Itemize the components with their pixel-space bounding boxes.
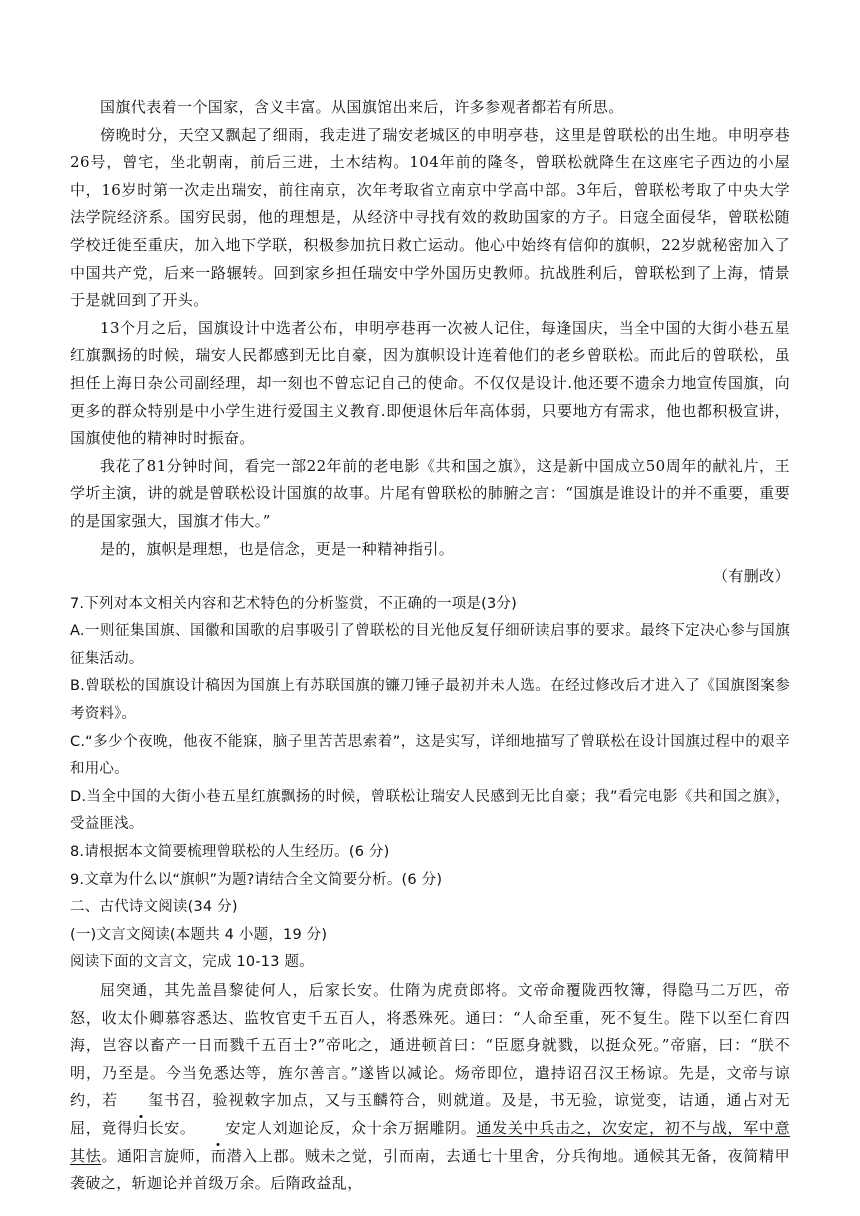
question-8: 8.请根据本文简要梳理曾联松的人生经历。(6 分) [70, 844, 390, 861]
question-7-option-d: D.当全中国的大街小巷五星红旗飘扬的时候，曾联松让瑞安人民感到无比自豪；我”看完电影《共和国之旗》，受益匪浅。 [70, 788, 790, 833]
dotted-character-1: 玺 [118, 1087, 163, 1115]
section-heading: 二、古代诗文阅读(34 分) [70, 899, 238, 916]
article-paragraph-1: 国旗代表着一个国家，含义丰富。从国旗馆出来后，许多参观者都若有所思。 [100, 98, 624, 116]
question-7-option-c: C.“多少个夜晚，他夜不能寐，脑子里苦苦思索着”，这是实写，详细地描写了曾联松在设计国旗过程中的艰辛和用心。 [70, 733, 790, 778]
reading-instruction: 阅读下面的文言文，完成 10-13 题。 [70, 954, 314, 971]
question-9: 9.文章为什么以“旗帜”为题?请结合全文简要分析。(6 分) [70, 871, 443, 888]
subsection-heading: (一)文言文阅读(本题共 4 小题，19 分) [70, 926, 328, 943]
article-paragraph-2: 傍晚时分，天空又飘起了细雨，我走进了瑞安老城区的申明亭巷，这里是曾联松的出生地。申明亭巷26号，曾宅，坐北朝南，前后三进，土木结构。104年前的隆冬，曾联松就降生在这座宅子西边的小屋中，16岁时第一次走出瑞安，前往南京，次年考取省立南京中学高中部。3年后，曾联松考取了中央大学法学院经济系。国穷民弱，他的理想是，从经济中寻找有效的救助国家的方子。日寇全面侵华，曾联松随学校迁徙至重庆，加入地下学联，积极参加抗日救亡运动。他心中始终有信仰的旗帜，22岁就秘密加入了中国共产党，后来一路辗转。回到家乡担任瑞安中学外国历史教师。抗战胜利后，曾联松到了上海，情景于是就回到了开头。 [70, 125, 790, 310]
underlined-sentence: 通发关中兵击之，次安定，初不与战，军中意其怯 [70, 1118, 790, 1165]
dotted-character-2: 安 [196, 1115, 241, 1143]
passage-text-b: 书召，验视敕字加点，又与玉麟符合，则就道。及是，书无验，谅觉变，诘通，通占对无屈，竟得归长安。 [70, 1091, 790, 1137]
question-7-option-b: B.曾联松的国旗设计稿因为国旗上有苏联国旗的镰刀锤子最初并未人选。在经过修改后才进入了《国旗图案参考资料》。 [70, 678, 790, 723]
question-7-option-a: A.一则征集国旗、国徽和国歌的启事吸引了曾联松的目光他反复仔细研读启事的要求。最终下定决心参与国旗征集活动。 [70, 623, 790, 667]
source-note: （有删改） [712, 567, 790, 586]
passage-text-d: 。通阳言旋师，而潜入上郡。贼未之觉，引而南，去通七十里舍，分兵徇地。通候其无备，夜简精甲袭破之，斩迦论并首级万余。后隋政益乱， [70, 1146, 790, 1193]
article-paragraph-4: 我花了81分钟时间，看完一部22年前的老电影《共和国之旗》，这是新中国成立50周年的献礼片，王学圻主演，讲的就是曾联松设计国旗的故事。片尾有曾联松的肺腑之言：“国旗是谁设计的并不重要，重要的是国家强大，国旗才伟大。” [70, 456, 790, 530]
classical-passage [70, 977, 790, 1198]
question-7-stem: 7.下列对本文相关内容和艺术特色的分析鉴赏，不正确的一项是(3分) [70, 595, 517, 612]
passage-text-a: 屈突通，其先盖昌黎徒何人，后家长安。仕隋为虎贲郎将。文帝命覆陇西牧簿，得隐马二万匹，帝怒，收太仆卿慕容悉达、监牧官吏千五百人，将悉殊死。通曰：“人命至重，死不复生。陛下以至仁育四海，岂容以畜产一日而戮千五百士?”帝叱之，通进顿首曰：“臣愿身就戮，以挺众死。”帝寤，曰：“朕不明，乃至是。今当免悉达等，旌尔善言。”遂皆以减论。炀帝即位，遣持诏召汉王杨谅。先是，文帝与谅约，若 [70, 981, 790, 1110]
passage-text-c: 定人刘迦论反，众十余万据雕阴。 [240, 1118, 477, 1137]
article-paragraph-5: 是的，旗帜是理想，也是信念，更是一种精神指引。 [100, 539, 455, 558]
article-paragraph-3: 13个月之后，国旗设计中选者公布，申明亭巷再一次被人记住，每逢国庆，当全中国的大街小巷五星红旗飘扬的时候，瑞安人民都感到无比自豪，因为旗帜设计连着他们的老乡曾联松。而此后的曾联松，虽担任上海日杂公司副经理，却一刻也不曾忘记自己的使命。不仅仅是设计.他还要不遗余力地宣传国旗，向更多的群众特别是中小学生进行爱国主义教育.即便退休后年高体弱，只要地方有需求，他也都积极宣讲，国旗使他的精神时时振奋。 [70, 318, 790, 448]
